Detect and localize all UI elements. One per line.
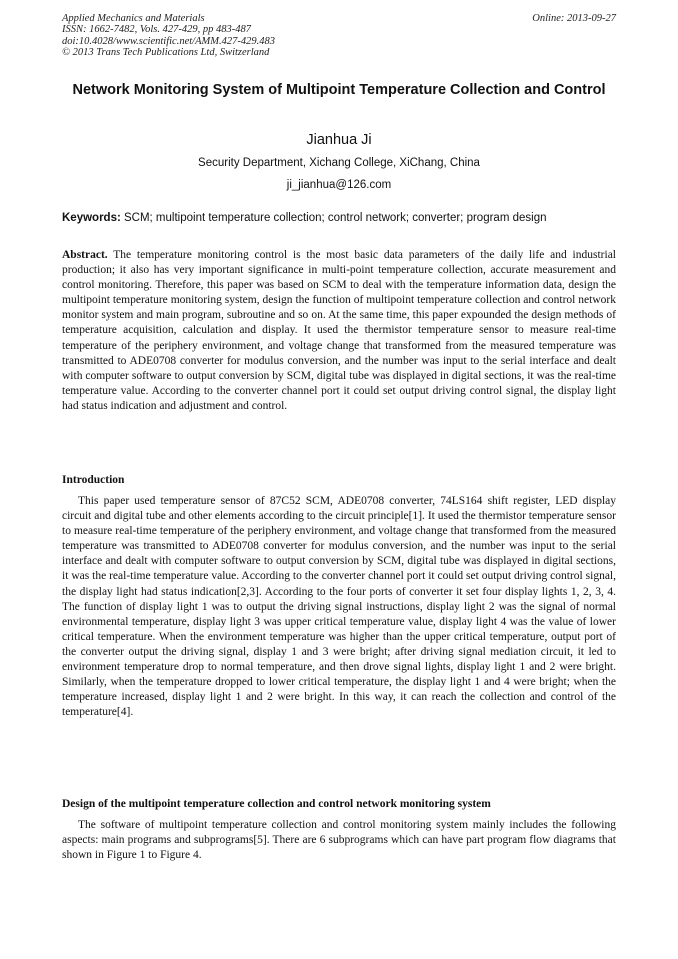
doi-line: doi:10.4028/www.scientific.net/AMM.427-429.483 [62, 35, 275, 47]
introduction-paragraph: This paper used temperature sensor of 87C52 SCM, ADE0708 converter, 74LS164 shift register, LED display circuit and digital tube and other elements according to the circuit principle[1]. It used the thermistor temperature sensor to measure real-time temperature of the periphery environment, and voltage change that transformed from the measured temperature was transmitted to ADE0708 converter for modulus conversion, and the number was input to the serial interface and dealt with computer software to output conversion by SCM, digital tube was displayed in digital sections, it was the real-time temperature value. According to the converter channel port it could set output driving control signal, the display light had status indication[2,3]. According to the four ports of converter it set four display lights 1, 2, 3, 4. The function of display light 1 was to output the driving signal instructions, display light 2 was the signal of normal environmental temperature, display light 3 was upper critical temperature value, display light 4 was the value of lower critical temperature. When the environment temperature was higher than the upper critical temperature, output port of the converter output the driving signal, display 1 and 3 were bright; after driving signal mediation circuit, it led to environment temperature drop to normal temperature, and then drove signal lights, display light 1 and 2 were bright. Similarly, when the temperature dropped to lower critical temperature, the display light 1 and 4 were bright; when the temperature increased, display light 1 and 2 were bright. In this way, it can reach the collection and control of the temperature[4]. [62, 495, 616, 719]
abstract-paragraph [62, 248, 616, 414]
keywords-line [62, 211, 616, 225]
author-email: ji_jianhua@126.com [286, 179, 392, 191]
journal-name: Applied Mechanics and Materials [62, 13, 205, 24]
keywords-text: SCM; multipoint temperature collection; control network; converter; program design [120, 212, 547, 224]
design-section-heading: Design of the multipoint temperature collection and control network monitoring system [62, 798, 491, 810]
copyright-line: © 2013 Trans Tech Publications Ltd, Switzerland [62, 47, 270, 59]
abstract-label: Abstract. [62, 249, 108, 261]
journal-header [62, 13, 616, 59]
author-name: Jianhua Ji [306, 132, 372, 148]
design-section-paragraph: The software of multipoint temperature collection and control monitoring system mainly includes the following aspects: main programs and subprograms[5]. There are 6 subprograms which can have part program flow diagrams that shown in Figure 1 to Figure 4. [62, 819, 616, 862]
introduction-heading: Introduction [62, 474, 125, 486]
abstract-text: The temperature monitoring control is the most basic data parameters of the daily life and industrial production; it also has very important significance in multi-point temperature collection, accurate measurement and control monitoring. Therefore, this paper was based on SCM to deal with the temperature information data, design the multipoint temperature monitoring system, design the function of multipoint temperature collection and control network monitor system and main program, subroutine and so on. At the same time, this paper expounded the design methods of temperature acquisition, calculation and display. It used the thermistor temperature sensor to measure real-time temperature of the periphery environment, and voltage change that transformed from the measured temperature was transmitted to ADE0708 converter for modulus conversion, and the number was input to the serial interface and dealt with computer software to output conversion by SCM, digital tube was displayed in digital sections, it was the real-time temperature value. According to the converter channel port it could set output driving control signal, the display light had status indication and adjustment and control. [62, 249, 616, 412]
keywords-label: Keywords: [62, 212, 121, 224]
issn-line: ISSN: 1662-7482, Vols. 427-429, pp 483-487 [62, 24, 251, 36]
author-affiliation: Security Department, Xichang College, XiChang, China [198, 157, 480, 169]
online-date: Online: 2013-09-27 [532, 13, 616, 24]
paper-title: Network Monitoring System of Multipoint Temperature Collection and Control [72, 82, 606, 98]
